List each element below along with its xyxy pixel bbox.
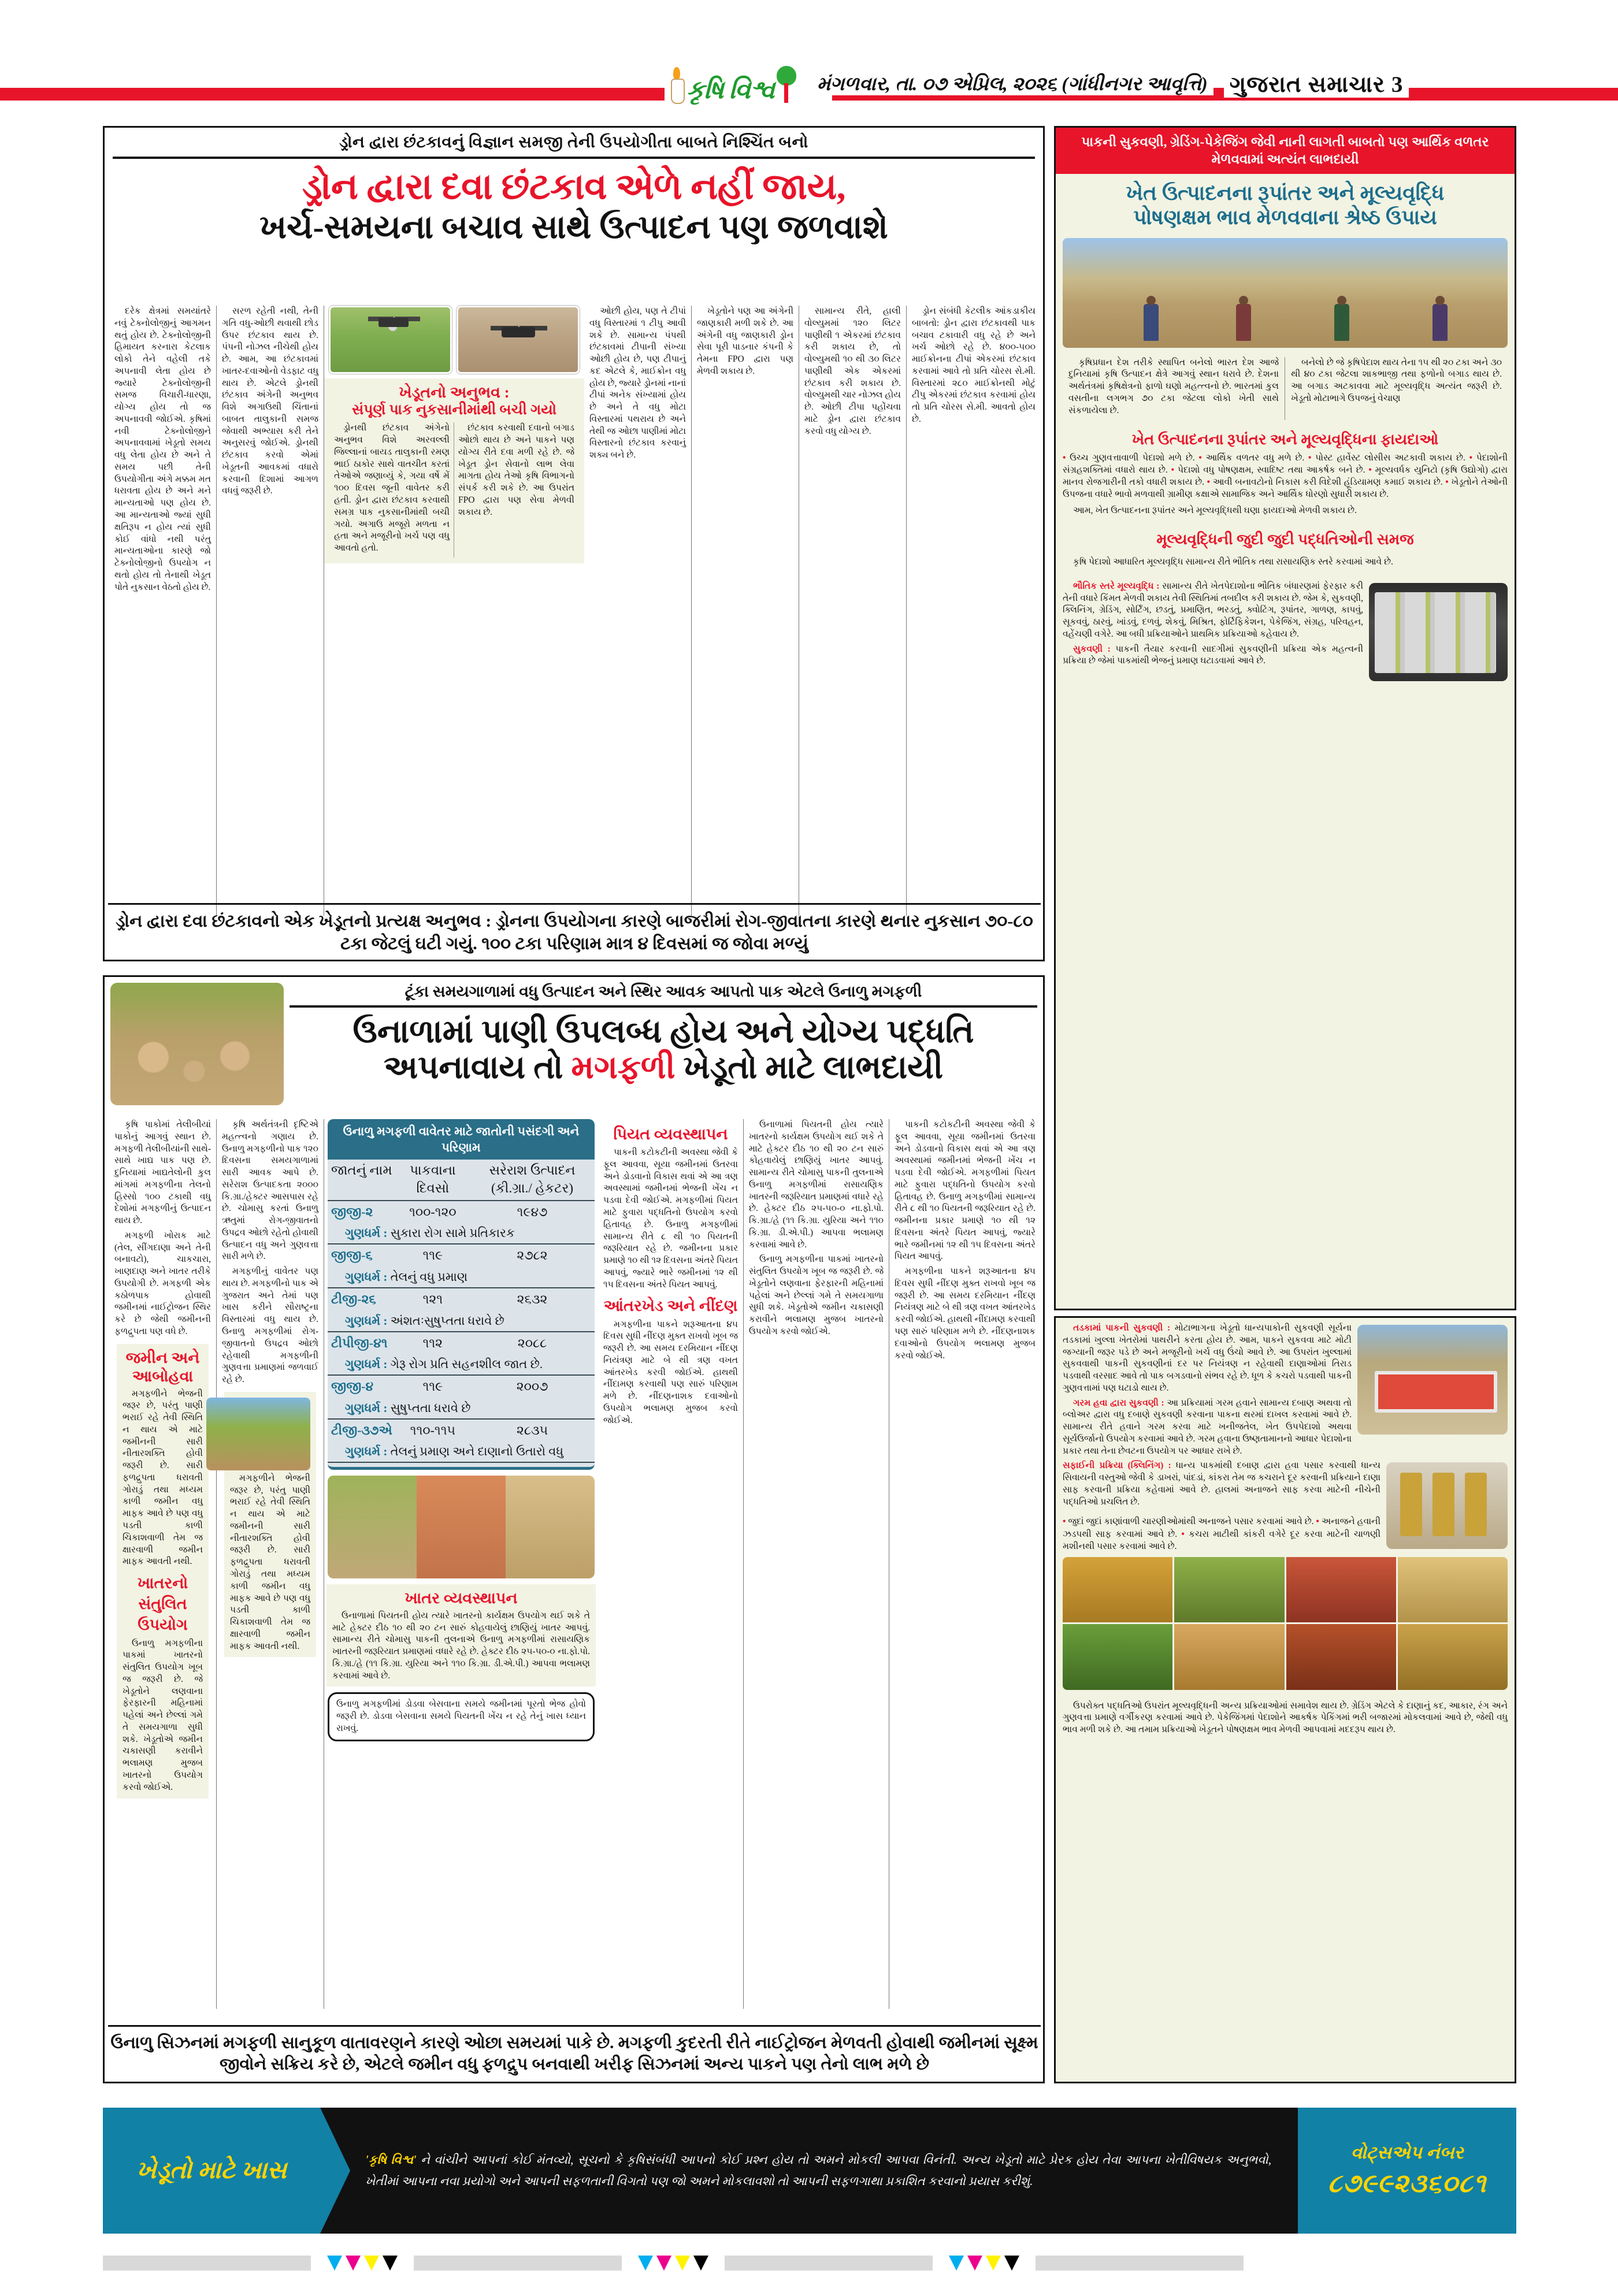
sidebar-benefits-title: ખેત ઉત્પાદનના રૂપાંતર અને મૂલ્યવૃદ્ધિના ફાયદાઓ [1131, 430, 1439, 448]
property-label-5: ગુણધર્મ : [345, 1400, 388, 1415]
solar-dryer-photo [1357, 1325, 1508, 1435]
black-mark-icon [1004, 2256, 1019, 2271]
sidebar-title-line2: પોષણક્ષમ ભાવ મેળવવાના શ્રેષ્ઠ ઉપાય [1133, 206, 1437, 229]
table-row [328, 1419, 595, 1441]
table-row-property [328, 1223, 595, 1244]
lead-column-6 [799, 306, 907, 916]
sidebar-intro-right-text: બનેલો છે જે કૃષિપેદાશ થાય તેના ૧૫ થી ૨૦ ટકા અને ૩૦ થી ૪૦ ટકા જેટલા શાકભાજી તથા ફળોનો બગાડ થાય છે. આ બગાડ અટકાવવા માટે મૂલ્યવૃદ્ધિ અત્યંત જરૂરી છે. ખેડૂતો મોટાભાગે ઉપજનું વેચાણ [1291, 357, 1502, 404]
farmer-experience-col-left [330, 422, 454, 557]
sidebar-summary [1056, 500, 1515, 525]
masthead-center [665, 57, 1566, 112]
groundnut-crop-photo [110, 983, 284, 1105]
variety-name-4: ટીપીજી-૪૧ [328, 1332, 396, 1354]
photo-box [324, 306, 584, 563]
footer-tag: ખેડૂતો માટે ખાસ [136, 2157, 287, 2184]
second-article-header [105, 977, 1043, 1111]
weeding-body: મગફળીના પાકને શરૂઆતના ૪૫ દિવસ સુધી નીંદણ મુક્ત રાખવો ખૂબ જ જરૂરી છે. આ સમય દરમિયાન નીંદણ નિયંત્રણ માટે બે થી ત્રણ વખત આંતરખેડ કરવી જોઈએ. હાથથી નીંદામણ કરવાથી પણ સારું પરિણામ મળે છે. નીંદણનાશક દવાઓનો ઉપયોગ ભલામણ મુજબ કરવો જોઈએ. [603, 1319, 738, 1425]
drone-spraying-photo [329, 306, 452, 374]
logo-text: કૃષિ વિશ્વ [686, 76, 774, 104]
irrigation-body: પાકની કટોકટીની અવસ્થા જેવી કે ફૂલ આવવા, સૂયા જમીનમાં ઉતરવા અને ડોડવાનો વિકાસ થવાં એ આ ત્રણ અવસ્થામાં જમીનમાં ભેજની ખેંચ ન પડવા દેવી જોઈએ. મગફળીમાં પિયત માટે ફુવારા પદ્ધતિનો ઉપયોગ કરવો હિતાવહ છે. ઉનાળુ મગફળીમાં સામાન્ય રીતે ૮ થી ૧૦ પિયતની જરૂરિયાત રહે છે. જમીનના પ્રકાર પ્રમાણે ૧૦ થી ૧૨ દિવસના અંતરે પિયત આપવું, જ્યારે ભારે જમીનમાં ૧૨ થી ૧૫ દિવસના અંતરે પિયત આપવું. [603, 1147, 738, 1290]
bullet-dot-icon: • [1445, 477, 1449, 487]
property-label-4: ગુણધર્મ : [345, 1357, 388, 1372]
sidebar-intro-right [1285, 357, 1508, 420]
variety-yield-6: ૨૮૩૫ [470, 1419, 595, 1441]
property-text-5: સુષુપ્તતા ધરાવે છે [390, 1400, 471, 1415]
variety-table-body [328, 1160, 595, 1462]
tree-icon [777, 66, 796, 103]
table-row [328, 1332, 595, 1354]
article2-column-2 [217, 1119, 324, 2009]
property-text-3: અંશતઃસુષુપ્તતા ધરાવે છે [390, 1313, 504, 1328]
bullet-dot-icon: • [1181, 1529, 1185, 1539]
second-headline-red: મગફળી [571, 1049, 676, 1086]
variety-days-4: ૧૧૨ [396, 1332, 470, 1354]
bullet-dot-icon: • [1063, 452, 1066, 463]
variety-days-3: ૧૨૧ [396, 1288, 470, 1310]
benefit-item-5: પેદાશો વધુ પોષણક્ષમ, સ્વાદિષ્ટ તથા આકર્ષક બને છે. [1177, 465, 1365, 475]
property-label-6: ગુણધર્મ : [345, 1444, 388, 1459]
property-text-1: સુકારા રોગ સામે પ્રતિકારક [390, 1226, 515, 1240]
benefit-item-1: ઉચ્ચ ગુણવત્તાવાળી પેદાશો મળે છે. [1070, 452, 1195, 463]
col-header-days: પાકવાના દિવસો [410, 1163, 456, 1196]
magenta-mark-icon [656, 2256, 671, 2271]
variety-property-1 [328, 1223, 595, 1244]
cleaning-label: સફાઈની પ્રક્રિયા (ક્લિનિંગ) : [1063, 1461, 1171, 1471]
sidebar-methods-title: મૂલ્યવૃદ્ધિની જુદી જુદી પદ્ધતિઓની સમજ [1156, 530, 1414, 548]
sidebar-intro-left [1063, 357, 1285, 420]
sidebar-intro [1056, 352, 1515, 425]
bullet-dot-icon: • [1308, 452, 1312, 463]
second-article-headline [290, 1015, 1037, 1086]
whatsapp-label: વોટ્સએપ નંબર [1350, 2142, 1464, 2163]
farmer-experience-body [330, 422, 578, 557]
color-swatch-1 [103, 2256, 311, 2271]
variety-days-5: ૧૧૯ [396, 1375, 470, 1397]
masthead-rule-left [0, 88, 670, 101]
second-article [103, 975, 1045, 2083]
footer-banner [103, 2108, 1516, 2234]
gallery-image-7 [1286, 1624, 1396, 1690]
variety-yield-1: ૧૯૪૭ [470, 1201, 595, 1223]
lead-column-2 [217, 306, 324, 916]
property-text-4: ગેરૂ રોગ પ્રતિ સહનશીલ જાત છે. [390, 1357, 543, 1372]
soil-climate-title: જમીન અને આબોહવા [125, 1348, 200, 1385]
second-article-kicker: ટૂંકા સમયગાળામાં વધુ ઉત્પાદન અને સ્થિર આવક આપતો પાક એટલે ઉનાળુ મગફળી [290, 983, 1037, 1008]
masthead-publication: ગુજરાત સમાચાર 3 [1224, 72, 1409, 98]
black-mark-icon [383, 2256, 398, 2271]
sidebar-summary-text: આમ, ખેત ઉત્પાદનના રૂપાંતર અને મૂલ્યવૃદ્ધિથી ઘણા ફાયદાઓ મેળવી શકાય છે. [1073, 506, 1357, 516]
table-row [328, 1375, 595, 1397]
lead-column-4 [584, 306, 692, 916]
registration-marks-2 [638, 2256, 708, 2271]
bullet-dot-icon: • [1198, 452, 1202, 463]
worker-figure-2-icon [1236, 304, 1251, 341]
variety-property-6 [328, 1441, 595, 1462]
cleaning-body: ધાન્ય પાકમાંથી દબાણ દ્વારા હવા પસાર કરવાથી ધાન્ય સિવાયની વસ્તુઓ જેવી કે ડાખરાં, પાંદડાં, કાંકરા તેમ જ કચરાને દૂર કરવાની પ્રક્રિયાને દાણા સાફ કરવાની પ્રક્રિયા કહેવામાં આવે છે. હાલમાં અનાજને સાફ કરવા માટેની નીચેની પદ્ધતિઓ પ્રચલિત છે. [1063, 1461, 1381, 1507]
worker-figure-1-icon [1144, 304, 1159, 341]
sidebar-final-note [1056, 1696, 1515, 1744]
article2-column-6 [889, 1119, 1041, 2009]
photo-row [324, 306, 584, 374]
variety-name-5: જીજી-૪ [328, 1375, 396, 1397]
table-row [328, 1288, 595, 1310]
color-swatch-4 [1036, 2256, 1244, 2271]
magenta-mark-icon [346, 2256, 361, 2271]
krishi-vishwa-logo [665, 66, 801, 103]
packaged-products-photo [1369, 583, 1508, 681]
farmer-experience-col-right [454, 422, 578, 557]
variety-yield-2: ૨૭૮૨ [470, 1244, 595, 1266]
groundnut-pods-photo [506, 1476, 595, 1578]
article2-extra-2: ઉનાળુ મગફળીના પાકમાં ખાતરનો સંતુલિત ઉપયોગ ખૂબ જ જરૂરી છે. જે ખેડૂતોને લણવાના ફેરફારની મહિનામાં પહેલાં અને છેલ્લાં ગમે તે સમયગાળા સુધી શકે. ખેડૂતોએ જમીન ચકાસણી કરાવીને ભલામણ મુજબ ખાતરનો ઉપયોગ કરવો જોઈએ. [749, 1254, 884, 1337]
variety-yield-3: ૨૬૩૨ [470, 1288, 595, 1310]
farmer-experience-title-line1: ખેડૂતનો અનુભવ : [399, 384, 510, 401]
farmer-experience-text-left: ડ્રોનથી છંટકાવ અંગેનો અનુભવ વિશે અરવલ્લી જિલ્લાનાં બાયડ તાલુકાની રમણ ભાઈ ઠાકોર સાથે વાતચીત કરતાં તેઓએ જણાવ્યું કે, ગયા વર્ષે મેં ૧૦૦ દિવસ જૂની વાવેતર કરી હતી. ડ્રોન દ્વારા છંટકાવ કરવાથી સમગ્ર પાક નુકસાનીમાંથી બચી ગયો. અગાઉ મજૂરો મળતા ન હતા અને મજૂરીનો ખર્ચ પણ વધુ આવતો હતો. [334, 423, 450, 553]
cyan-mark-icon [327, 2256, 342, 2271]
variety-name-6: ટીજી-૩૭એ [328, 1419, 396, 1441]
color-swatch-2 [414, 2256, 622, 2271]
sidebar-sun-drying-section [1056, 1318, 1515, 1515]
second-headline-pre: અપનાવાય તો [383, 1049, 572, 1086]
worker-figure-3-icon [1334, 304, 1349, 341]
registration-marks-3 [949, 2256, 1019, 2271]
product-gallery [1063, 1557, 1508, 1690]
lead-body-5: સામાન્ય રીતે, હાલી વોલ્યુમમાં ૧૨૦ લિટર પાણીથી ૧ એકરમાં છંટકાવ કરી શકાય છે, તો વોલ્યુમથી ૧૦ થી ૩૦ લિટર પાણીથી એક એકરમાં છંટકાવ કરી શકાય છે. વોલ્યુમથી ચાર નોઝલ હોય છે. ઓછી ટીપા પહોંચવા માટે ડ્રોન દ્વારા છંટકાવ કરવો વધુ યોગ્ય છે. [804, 306, 901, 436]
benefit-item-4: પેદાશોની સંગ્રહશક્તિમાં વધારો થાય છે. [1063, 452, 1508, 475]
registration-marks-1 [327, 2256, 398, 2271]
irrigation-note-box [328, 1692, 595, 1741]
harvest-field-photo [1063, 238, 1508, 348]
lead-article [103, 126, 1045, 961]
article2-intro-2: મગફળી ખોરાક માટે (તેલ, સીંગદાણા અને તેની બનાવટો), ચાકચારા, ખાણદાણ અને ખાતર તરીકે ઉપયોગી છે. મગફળી એક કઠોળપાક હોવાથી જમીનમાં નાઈટ્રોજન સ્થિર કરે છે જેથી જમીનની ફળદ્રુપતા પણ વધે છે. [114, 1230, 211, 1337]
lead-strapline [108, 903, 1041, 955]
masthead [0, 62, 1618, 112]
second-headline-post: ખેડૂતો માટે લાભદાયી [675, 1049, 944, 1086]
cleaning-bullet-3: કચરા માટીથી કાંકરી વગેરે દૂર કરવા માટેની ચાળણી મશીનથી પસાર કરવામાં આવે છે. [1063, 1529, 1381, 1551]
yellow-mark-icon [986, 2256, 1001, 2271]
article2-intro-3: કૃષિ અર્થતંત્રની દૃષ્ટિએ મહત્ત્વનો ગણાય છે. ઉનાળુ મગફળીનો પાક ૧૨૦ દિવસના સમયગાળામાં સારી આવક આપે છે. સરેરાશ ઉત્પાદકતા ૨૦૦૦ કિ.ગ્રા./હેક્ટર આસપાસ રહે છે. ચોમાસુ કરતાં ઉનાળુ ઋતુમાં રોગ-જીવાતનો ઉપદ્રવ ઓછો રહેતો હોવાથી ઉત્પાદન વધુ અને ગુણવત્તા સારી મળે છે. [222, 1120, 318, 1262]
article2-extra-4: મગફળીના પાકને શરૂઆતના ૪૫ દિવસ સુધી નીંદણ મુક્ત રાખવો ખૂબ જ જરૂરી છે. આ સમય દરમિયાન નીંદણ નિયંત્રણ માટે બે થી ત્રણ વખત આંતરખેડ કરવી જોઈએ. હાથથી નીંદામણ કરવાથી પણ સારું પરિણામ મળે છે. નીંદણનાશક દવાઓનો ઉપયોગ ભલામણ મુજબ કરવો જોઈએ. [895, 1266, 1036, 1361]
variety-property-4 [328, 1354, 595, 1375]
variety-days-1: ૧૦૦-૧૨૦ [396, 1201, 470, 1223]
soil-photo-caption: મગફળીને ભેજની જરૂર છે, પરંતુ પાણી ભરાઈ રહે તેવી સ્થિતિ ન થાય એ માટે જમીનની સારી નીતારશક્તિ હોવી જરૂરી છે. સારી ફળદ્રુપતા ધરાવતી ગોરાડું તથા મધ્યમ કાળી જમીન વધુ માફક આવે છે પણ વધુ પડતી કાળી ચિકાશવાળી તેમ જ ક્ષારવાળી જમીન માફક આવતી નથી. [230, 1473, 310, 1651]
sidebar-red-strip: પાકની સુકવણી, ગ્રેડિંગ-પેકેજિંગ જેવી નાની લાગતી બાબતો પણ આર્થિક વળતર મેળવવામાં અત્યંત લાભદાયી [1056, 128, 1515, 174]
sidebar-methods-intro-text: કૃષિ પેદાશો આધારિત મૂલ્યવૃદ્ધિ સામાન્ય રીતે ભૌતિક તથા રાસાયણિક સ્તરે કરવામાં આવે છે. [1073, 557, 1393, 567]
gallery-image-1 [1063, 1557, 1172, 1623]
print-registration-bar [103, 2251, 1516, 2275]
lead-column-1 [109, 306, 217, 916]
variety-yield-4: ૨૦૮૮ [470, 1332, 595, 1354]
article2-intro-1: કૃષિ પાકોમાં તેલીબીયાં પાકોનું આગવું સ્થાન છે. મગફળી તેલીબીયાંની સાથે-સાથે ખાદ્ય પાક પણ છે. દુનિયામાં ખાદ્યતેલોની કુલ માંગમાં મગફળીના તેલનો હિસ્સો ૧૦૦ ટકાથી વધુ દેશોમાં મગફળીનું ઉત્પાદન થાય છે. [114, 1120, 211, 1226]
cyan-mark-icon [949, 2256, 964, 2271]
variety-name-3: ટીજી-૨૬ [328, 1288, 396, 1310]
farmer-experience-title [330, 383, 578, 419]
variety-table-footer [328, 1462, 595, 1470]
drone-field-photo [457, 306, 580, 374]
article2-column-1 [109, 1119, 217, 2009]
manure-title: ખાતર વ્યવસ્થાપન [404, 1589, 518, 1607]
lead-strapline-text: ડ્રોન દ્વારા દવા છંટકાવનો એક ખેડૂતનો પ્રત્યક્ષ અનુભવ : ડ્રોનના ઉપયોગના કારણે બાજરીમાં રોગ-જીવાતના કારણે થનાર નુકસાન ૭૦-૮૦ ટકા જેટલું ઘટી ગયું. ૧૦૦ ટકા પરિણામ માત્ર ૪ દિવસમાં જ જોવા મળ્યું [116, 912, 1033, 953]
sidebar-benefits-list [1056, 452, 1515, 500]
variety-table-title: ઉનાળુ મગફળી વાવેતર માટે જાતોની પસંદગી અને પરિણામ [328, 1119, 595, 1160]
bullet-dot-icon: • [1207, 477, 1211, 487]
hotair-body: આ પ્રક્રિયામાં ગરમ હવાને સામાન્ય દબાણ અથવા તો બ્લોઅર દ્વારા વધુ દબાણે સુકવણી કરવાના પાકના થરમાં દાખલ કરવામાં આવે છે. સામાન્ય રીતે હવાને ગરમ કરવા માટે ખનીજતેલ, ખેત ઉપપેદાશો અથવા સૂર્યઉર્જાનો ઉપયોગ કરવામાં આવે છે. ગરમ હવાના ઉષ્ણતામાનનો આધાર પેદાશોના પ્રકાર તથા તેના છેવટના ઉપયોગ પર આધાર રાખે છે. [1063, 1398, 1352, 1456]
variety-table-wrap [328, 1119, 595, 1470]
whatsapp-number[interactable]: ૮૭૯૯૨૩૬૦૮૧ [1327, 2169, 1487, 2198]
page-frame [103, 126, 1516, 2083]
article2-intro-4: મગફળીનું વાવેતર પણ થાય છે. મગફળીનો પાક એ ગુજરાત અને તેમાં પણ ખાસ કરીને સૌરાષ્ટ્રના વિસ્તારમાં વધુ થાય છે. ઉનાળુ મગફળીમાં રોગ-જીવાતનો ઉપદ્રવ ઓછો રહેવાથી મગફળીની ગુણવત્તા પ્રમાણમાં જળવાઈ રહે છે. [222, 1266, 318, 1385]
black-mark-icon [693, 2256, 708, 2271]
manure-management-box [326, 1584, 596, 1686]
variety-days-6: ૧૧૦-૧૧૫ [396, 1419, 470, 1441]
lead-body-6: ડ્રોન સંબંધી કેટલીક આંકડાકીય બાબતો: ડ્રોન દ્વારા છંટકાવથી પાક બચાવ ટકાવારી વધુ રહે છે અને ખર્ચ ઓછો રહે છે. ૪૦૦-૫૦૦ માઈક્રોનના ટીપાં એકરમાં છંટકાવ કરવામાં આવે તો પ્રતિ ચોરસ સે.મી. વિસ્તારમાં ૨૮૦ માઈક્રોનથી મોટું ટીપુ એકરમાં છંટકાવ કરવામાં હોય તો પ્રતિ ચોરસ સે.મી. આવતો હોય છે. [912, 306, 1036, 424]
variety-yield-5: ૨૦૦૭ [470, 1375, 595, 1397]
farmer-experience-title-line2: સંપૂર્ણ પાક નુકસાનીમાંથી બચી ગયો [351, 402, 556, 418]
table-row-property [328, 1354, 595, 1375]
manure-body: ઉનાળામાં પિયતની હોય ત્યારે ખાતરનો કાર્યક્ષમ ઉપયોગ થઈ શકે તે માટે હેક્ટર દીઠ ૧૦ થી ૨૦ ટન સારું કોહવાયેલું છાણિયું ખાતર આપવું. સામાન્ય રીતે ચોમાસુ પાકની તુલનાએ ઉનાળુ મગફળીમાં રાસાયણિક ખાતરની જરૂરિયાત પ્રમાણમાં વધારે રહે છે. હેક્ટર દીઠ ૨૫-૫૦-૦ ના.ફો.પો. કિ.ગ્રા./હે (૧૧ કિ.ગ્રા. યુરિયા અને ૧૧૦ કિ.ગ્રા. ડી.એ.પી.) આપવા ભલામણ કરવામાં આવે છે. [332, 1610, 590, 1681]
gallery-image-5 [1063, 1624, 1172, 1690]
weeding-title: આંતરખેડ અને નીંદણ [603, 1297, 738, 1315]
col-header-name: જાતનું નામ [331, 1163, 392, 1178]
gallery-image-2 [1174, 1557, 1284, 1623]
table-row-property [328, 1441, 595, 1462]
cleaning-bullet-2: અનાજને હવાની ઝડપથી સાફ કરવામાં આવે છે. [1063, 1517, 1381, 1539]
bullet-dot-icon: • [1316, 1517, 1319, 1527]
lead-column-5 [692, 306, 799, 916]
gallery-image-6 [1174, 1624, 1284, 1690]
bullet-dot-icon: • [1469, 452, 1473, 463]
article2-column-4 [598, 1119, 744, 2009]
fertilizer-title: ખાતરનો સંતુલિત ઉપયોગ [137, 1574, 188, 1634]
irrigation-title: પિયત વ્યવસ્થાપન [613, 1125, 728, 1143]
color-swatch-3 [725, 2256, 933, 2271]
worker-figure-4-icon [1433, 304, 1448, 341]
footer-tag-block [103, 2108, 320, 2234]
fertilizer-body: ઉનાળુ મગફળીના પાકમાં ખાતરનો સંતુલિત ઉપયોગ ખૂબ જ જરૂરી છે. જે ખેડૂતોને લણવાના ફેરફારની મહિનામાં પહેલાં અને છેલ્લાં ગમે તે સમયગાળા સુધી શકે. ખેડૂતોએ જમીન ચકાસણી કરાવીને ભલામણ મુજબ ખાતરનો ઉપયોગ કરવો જોઈએ. [123, 1638, 203, 1792]
col-header-yield: સરેરાશ ઉત્પાદન (કી.ગ્રા./ હેકટર) [489, 1163, 576, 1196]
sidebar-title [1056, 174, 1515, 233]
gallery-image-8 [1398, 1624, 1508, 1690]
physical-label: ભૌતિક સ્તરે મૂલ્યવૃદ્ધિ : [1073, 581, 1160, 591]
lead-column-7 [907, 306, 1041, 916]
footer-whatsapp-block[interactable] [1298, 2108, 1516, 2234]
footer-message: ને વાંચીને આપનાં કોઈ મંતવ્યો, સૂચનો કે કૃષિસંબંધી આપનો કોઈ પ્રશ્ન હોય તો અમને મોકલી આપવા વિનંતી. અન્ય ખેડૂતો માટે પ્રેરક હોય તેવા આપના ખેતીવિષયક અનુભવો, ખેતીમાં આપના નવા પ્રયોગો અને આપની સફળતાની વિગતો પણ જો અમને મોકલાવશો તો આપની સફળગાથા પ્રકાશિત કરવાનો પ્રયાસ કરીશું. [365, 2153, 1271, 2188]
second-article-columns [109, 1119, 1042, 2009]
variety-property-2 [328, 1266, 595, 1288]
benefit-item-6: મૂલ્યવર્ધક યુનિટો (કૃષિ ઉદ્યોગો) દ્વારા માનવ રોજગારીની તકો વધારી શકાય છે. [1063, 465, 1508, 487]
sidebar-physical-section [1056, 576, 1515, 675]
table-row-property [328, 1398, 595, 1419]
property-text-6: તેલનું પ્રમાણ અને દાણાનો ઉતારો વધુ [390, 1444, 563, 1459]
groundnut-plant-photo [328, 1476, 417, 1578]
lead-body-3: ઓછી હોય, પણ તે ટીપાં વધુ વિસ્તારમાં ૧ ટીપુ આવી શકે છે. સામાન્ય પંપથી છંટકાવમાં ટીપાની સંખ્યા ઓછી હોય છે, પણ ટીપાનું કદ એટલે કે, માઈક્રોન વધુ હોય છે, જ્યારે ડ્રોનમાં નાનાં ટીપાં અનેક સંખ્યામાં હોય છે અને તે વધુ મોટા વિસ્તારમાં પથરાય છે અને તેથી જ ઓછા પાણીમાં મોટા વિસ્તારનો છંટકાવ કરવાનું શક્ય બને છે. [589, 306, 686, 460]
footer-message-block [320, 2108, 1298, 2234]
property-label-3: ગુણધર્મ : [345, 1313, 388, 1328]
groundnut-kernels-photo [417, 1476, 506, 1578]
cleaning-machine-photo [1386, 1462, 1508, 1549]
second-article-titles [290, 983, 1037, 1105]
sidebar-intro-left-text: કૃષિપ્રધાન દેશ તરીકે સ્થાપિત બનેલો ભારત દેશ આજે દુનિયામાં કૃષિ ઉત્પાદન ક્ષેત્રે આગવું સ્થાન ધરાવે છે. દેશના અર્થતંત્રમાં કૃષિક્ષેત્રનો ફાળો ઘણો મહત્ત્વનો છે. ભારતમાં કુલ વસતીના લગભગ ૭૦ ટકા જેટલા લોકો ખેતી સાથે સંકળાયેલા છે. [1068, 357, 1279, 415]
table-row [328, 1244, 595, 1266]
variety-name-2: જીજી-૬ [328, 1244, 396, 1266]
article2-extra-3: પાકની કટોકટીની અવસ્થા જેવી કે ફૂલ આવવા, સૂયા જમીનમાં ઉતરવા અને ડોડવાનો વિકાસ થવાં એ આ ત્રણ અવસ્થામાં જમીનમાં ભેજની ખેંચ ન પડવા દેવી જોઈએ. મગફળીમાં પિયત માટે ફુવારા પદ્ધતિનો ઉપયોગ કરવો હિતાવહ છે. ઉનાળુ મગફળીમાં સામાન્ય રીતે ૮ થી ૧૦ પિયતની જરૂરિયાત રહે છે. જમીનના પ્રકાર પ્રમાણે ૧૦ થી ૧૨ દિવસના અંતરે પિયત આપવું, જ્યારે ભારે જમીનમાં ૧૨ થી ૧૫ દિવસના અંતરે પિયત આપવું. [895, 1120, 1036, 1262]
sidebar-top-article [1054, 126, 1516, 1310]
magenta-mark-icon [967, 2256, 982, 2271]
cleaning-bullet-1: જુદાં જુદાં કાણાંવાળી ચારણીઓમાંથી અનાજને પસાર કરવામાં આવે છે. [1068, 1517, 1314, 1527]
benefit-item-2: આર્થિક વળતર વધુ મળે છે. [1205, 452, 1305, 463]
variety-property-3 [328, 1310, 595, 1332]
sidebar-title-line1: ખેત ઉત્પાદનના રૂપાંતર અને મૂલ્યવૃદ્ધિ [1126, 181, 1445, 205]
soil-climate-body: મગફળીને ભેજની જરૂર છે, પરંતુ પાણી ભરાઈ રહે તેવી સ્થિતિ ન થાય એ માટે જમીનની સારી નીતારશક્તિ હોવી જરૂરી છે. સારી ફળદ્રુપતા ધરાવતી ગોરાડું તથા મધ્યમ કાળી જમીન વધુ માફક આવે છે પણ વધુ પડતી કાળી ચિકાશવાળી તેમ જ ક્ષારવાળી જમીન માફક આવતી નથી. [123, 1388, 203, 1567]
variety-name-1: જીજી-૨ [328, 1201, 396, 1223]
property-text-2: તેલનું વધુ પ્રમાણ [390, 1269, 468, 1284]
benefit-item-3: પોસ્ટ હાર્વેસ્ટ લોસીસ અટકાવી શકાય છે. [1315, 452, 1465, 463]
variety-table-header-row [328, 1160, 595, 1201]
groundnut-field-photo [206, 1398, 310, 1470]
sidebar-final-note-text: ઉપરોક્ત પદ્ધતિઓ ઉપરાંત મૂલ્યવૃદ્ધિની અન્ય પ્રક્રિયાઓમાં સમાવેશ થાય છે. ગ્રેડિંગ એટલે કે દાણાનું કદ, આકાર, રંગ અને ગુણવત્તા પ્રમાણે વર્ગીકરણ કરવામાં આવે છે. પેકેજિંગમાં પેદાશોને આકર્ષક પેકિંગમાં ભરી બજારમાં મોકલવામાં આવે છે, જેથી વધુ ભાવ મળી શકે છે. આ તમામ પ્રક્રિયાઓ ખેડૂતને પોષણક્ષમ ભાવ મેળવી આપવામાં મદદરૂપ થાય છે. [1063, 1700, 1508, 1735]
variety-table [328, 1160, 595, 1462]
table-row-property [328, 1310, 595, 1332]
property-label-1: ગુણધર્મ : [345, 1226, 388, 1240]
lead-body-4: ખેડૂતોને પણ આ અંગેની જાણકારી મળી શકે છે. આ અંગેની વધુ જાણકારી ડ્રોન સેવા પૂરી પાડનાર કંપની કે તેમના FPO દ્વારા પણ મેળવી શકાય છે. [697, 306, 793, 376]
second-article-strapline [108, 2025, 1041, 2076]
physical-body: સામાન્ય રીતે ખેતપેદાશોના ભૌતિક બંધારણમાં ફેરફાર કરી તેની વધારે કિંમત મેળવી શકાય તેવી સ્થિતિમાં તબદીલ કરી શકાય છે. જેમ કે, સુકવણી, ક્લિનિંગ, ગ્રેડિંગ, સોર્ટિંગ, છડતું, પ્રમાણિત, ભરડતું, ક્વોટિંગ, રૂપાંતર, ગાળણ, કાપવું, સૂકવવું, ઠારવું, ખાંડવું, દળવું, શેકવું, મિશ્રિત, ફોર્ટિફિકેશન, પેકેજિંગ, સંગ્રહ, પરિવહન, વહેંચણી વગેરે. આ બધી પ્રક્રિયાઓને પ્રાથમિક પ્રક્રિયાઓ કહેવાય છે. [1063, 581, 1363, 639]
benefit-item-8: ખેડૂતોને તેઓની ઉપજના વધારે ભાવો મળવાથી ગ્રામીણ કક્ષાએ સામાજિક અને આર્થિક ધોરણો સુધારી શકાય છે. [1063, 477, 1508, 499]
yellow-mark-icon [364, 2256, 379, 2271]
article2-table-block [324, 1119, 598, 2009]
sidebar-methods-intro [1056, 552, 1515, 576]
soil-climate-box [117, 1344, 209, 1799]
hotair-label: ગરમ હવા દ્વારા સુકવણી : [1073, 1398, 1164, 1408]
drying-body: પાકની તૈયાર કરવાની સાદગીમાં સુકવણીની પ્રક્રિયા એક મહત્વની પ્રક્રિયા છે જેમાં પાકમાંથી ભેજનું પ્રમાણ ઘટાડવામાં આવે છે. [1063, 644, 1364, 666]
irrigation-note-text: ઉનાળુ મગફળીમાં ડોડવા બેસવાના સમયે જમીનમાં પૂરતો ભેજ હોવો જરૂરી છે. ડોડવા બેસવાના સમયે પિયતની ખેંચ ન રહે તેનું ખાસ ધ્યાન રાખવું. [336, 1699, 586, 1733]
masthead-date: મંગળવાર, તા. ૦૭ એપ્રિલ, ૨૦૨૬ (ગાંધીનગર આવૃત્તિ) [811, 74, 1214, 95]
sun-drying-label: તડકામાં પાકની સુકવણી : [1073, 1323, 1171, 1333]
table-row [328, 1201, 595, 1223]
variety-property-5 [328, 1398, 595, 1419]
lead-kicker: ડ્રોન દ્વારા છંટકાવનું વિજ્ઞાન સમજી તેની ઉપયોગીતા બાબતે નિશ્ચિંત બનો [113, 133, 1035, 159]
cyan-mark-icon [638, 2256, 653, 2271]
second-headline-line2 [290, 1050, 1037, 1086]
bullet-dot-icon: • [1368, 465, 1372, 475]
variety-days-2: ૧૧૯ [396, 1244, 470, 1266]
lead-body-2: સરળ રહેતી નથી, તેની ગતિ વધુ-ઓછી થવાથી છોડ ઉપર છંટકાવ થાય છે. પંપની નોઝલ નીચેથી હોય છે. આમ, આ છંટકાવમાં ખાતર-દવાઓનો વેડફાટ વધુ થાય છે. એટલે ડ્રોનથી છંટકાવ અંગેની અનુભવ વિશે અગાઉથી ચિંતાનાં બાબત તાલુકાની સમજ જેવાથી અભ્યાસ કરી તેને અનુસરવું જોઈએ. ડ્રોનથી છંટકાવ કરવો એમાં ખેડૂતની આવકમાં વધારો કરવાની દિશામાં આગળ વધવું જરૂરી છે. [222, 306, 318, 496]
bullet-dot-icon: • [1171, 465, 1175, 475]
second-strapline-text: ઉનાળુ સિઝનમાં મગફળી સાનુકૂળ વાતાવરણને કારણે ઓછા સમયમાં પાકે છે. મગફળી કુદરતી રીતે નાઈટ્રોજન મેળવતી હોવાથી જમીનમાં સૂક્ષ્મ જીવોને સક્રિય કરે છે, એટલે જમીન વધુ ફળદ્રુપ બનવાથી ખરીફ સિઝનમાં અન્ય પાકને પણ તેનો લાભ મળે છે [110, 2033, 1038, 2074]
groundnut-photo-strip [328, 1476, 595, 1578]
yellow-mark-icon [675, 2256, 690, 2271]
benefit-item-7: આવી બનાવટોનો નિકાસ કરી વિદેશી હૂંડિયામણ કમાઈ શકાય છે. [1212, 477, 1443, 487]
property-label-2: ગુણધર્મ : [345, 1269, 388, 1284]
farmer-experience-box [324, 378, 584, 563]
soil-photo-box [224, 1392, 316, 1657]
gallery-image-4 [1398, 1557, 1508, 1623]
gallery-image-3 [1286, 1557, 1396, 1623]
footer-brand: 'કૃષિ વિશ્વ' [365, 2153, 417, 2167]
lead-headline-black: ખર્ચ-સમયના બચાવ સાથે ઉત્પાદન પણ જળવાશે [259, 209, 888, 246]
sidebar-lower-article [1054, 1316, 1516, 2083]
farmer-figure-icon [669, 67, 684, 103]
bullet-dot-icon: • [1063, 1517, 1066, 1527]
drying-label: સુકવણી : [1073, 644, 1111, 654]
farmer-experience-text-right: છંટકાવ કરવાથી દવાનો બગાડ ઓછો થાય છે અને પાકને પણ યોગ્ય રીતે દવા મળી રહે છે. જે ખેડૂત ડ્રોન સેવાનો લાભ લેવા માગતા હોય તેઓ કૃષિ વિભાગનો સંપર્ક કરી શકે છે. આ ઉપરાંત FPO દ્વારા પણ સેવા મેળવી શકાય છે. [458, 423, 574, 517]
sun-drying-body: મોટાભાગના ખેડૂતો ધાન્યપાકોની સુકવણી સૂર્યના તડકામાં ખુલ્લા ખેતરોમાં પાથરીને કરતા હોય છે. આમ, પાકને સુકવવા માટે મોટી જગ્યાની જરૂર પડે છે અને મજૂરીનો ખર્ચ વધુ ઉંચો આવે છે. આ ઉપરાંત ખુલ્લામાં સુકવવાથી પાકની સુકવણીનાં દર પર નિયંત્રણ ન રહેવાથી દાણાઓમાં તિરાડ પડવાથી વરસાદ આવે તો પાક બગડવાનો સંભવ રહે છે. ધૂળ કે કચરો પડવાથી પાકની ગુણવત્તામાં પણ ઘટાડો થાય છે. [1063, 1323, 1352, 1393]
article2-extra-1: ઉનાળામાં પિયતની હોય ત્યારે ખાતરનો કાર્યક્ષમ ઉપયોગ થઈ શકે તે માટે હેક્ટર દીઠ ૧૦ થી ૨૦ ટન સારું કોહવાયેલું છાણિયું ખાતર આપવું. સામાન્ય રીતે ચોમાસુ પાકની તુલનાએ ઉનાળુ મગફળીમાં રાસાયણિક ખાતરની જરૂરિયાત પ્રમાણમાં વધારે રહે છે. હેક્ટર દીઠ ૨૫-૫૦-૦ ના.ફો.પો. કિ.ગ્રા./હે (૧૧ કિ.ગ્રા. યુરિયા અને ૧૧૦ કિ.ગ્રા. ડી.એ.પી.) આપવા ભલામણ કરવામાં આવે છે. [749, 1120, 884, 1250]
lead-columns [109, 306, 1041, 916]
article2-column-5 [744, 1119, 889, 2009]
lead-photo-block [324, 306, 584, 916]
lead-body-1: દરેક ક્ષેત્રમાં સમયાંતરે નવું ટેક્નોલોજીનું આગમન થતું હોય છે. ટેક્નોલોજીની હિમાયત કરનારા કેટલાક લોકો તેને વહેલી તકે અપનાવી લેતા હોય છે જ્યારે ટેક્નોલોજીની સમજ વિચારી-ધારણા, યોગ્ય હોય તો જ અપનાવવી જોઈએ. કૃષિમાં નવી ટેક્નોલોજીને અપનાવવામાં ખેડૂતો સમય વધુ લેતા હોય છે અને તે સમય પછી તેની ઉપયોગીતા અંગે મક્કમ મત ધરાવતા હોય છે અને મને માન્યતાઓ પણ હોય છે. આ માન્યતાઓ જ્યાં સુધી ક્ષતિરૂપ ન હોય ત્યાં સુધી કોઈ વાંધો નથી પરંતુ માન્યતાઓના કારણે જો ટેક્નોલોજીનો ઉપયોગ ન થતો હોય તો તેનાથી ખેડૂત પોતે નુકસાન વેઠતો હોય છે. [114, 306, 211, 592]
table-row-property [328, 1266, 595, 1288]
lead-headline-red: ડ્રોન દ્વારા દવા છંટકાવ એળે નહીં જાય, [302, 166, 845, 207]
second-headline-line1: ઉનાળામાં પાણી ઉપલબ્ધ હોય અને યોગ્ય પદ્ધતિ [352, 1014, 974, 1050]
